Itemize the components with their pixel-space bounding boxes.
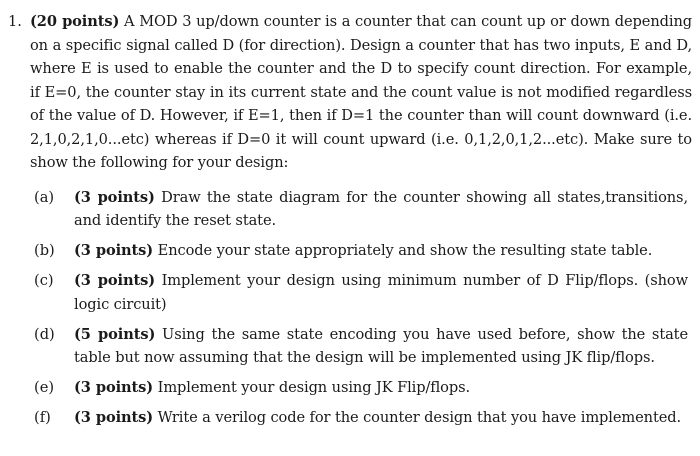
problem-block — [8, 10, 692, 436]
part-text — [74, 186, 692, 233]
part-points: (3 points) — [74, 272, 156, 289]
part-points: (3 points) — [74, 242, 154, 259]
part-label: (c) — [34, 272, 54, 289]
part-body: Implement your design using minimum number of D Flip/flops. (show logic circuit) — [74, 272, 688, 313]
part-text — [74, 406, 692, 430]
problem-number: 1. — [8, 13, 22, 30]
part-label: (a) — [34, 188, 55, 206]
part-d — [8, 323, 692, 370]
part-text — [74, 323, 692, 370]
part-label: (f) — [34, 409, 51, 426]
part-c — [8, 269, 692, 316]
part-points: (3 points) — [74, 188, 155, 206]
part-points: (5 points) — [74, 325, 156, 343]
part-e — [8, 376, 692, 400]
problem-body: A MOD 3 up/down counter is a counter that can count up or down depending on a specific signal called D (for direction). Design a counter that has two inputs, E and D, where E is used to enable the counter and the D to specify count direction. For example, if E=0, the counter stay in its current state and the count value is not modified regardless of the value of D. However, if E=1, then if D=1 the counter than will count downward (i.e. 2,1,0,2,1,0...etc) whereas if D=0 it will count upward (i.e. 0,1,2,0,1,2...etc). Make sure to show the following for your design: — [30, 13, 692, 171]
part-label: (d) — [34, 325, 55, 343]
problem-statement — [8, 10, 692, 175]
problem-points: (20 points) — [30, 13, 120, 30]
part-a — [8, 186, 692, 233]
part-b — [8, 239, 692, 263]
part-label: (b) — [34, 242, 55, 259]
part-points: (3 points) — [74, 409, 154, 426]
part-body: Encode your state appropriately and show the resulting state table. — [157, 242, 653, 259]
part-label: (e) — [34, 379, 55, 396]
problem-text — [30, 10, 692, 175]
part-body: Write a verilog code for the counter design that you have implemented. — [157, 409, 682, 426]
part-body: Draw the state diagram for the counter showing all states,transitions, and identify the reset state. — [74, 188, 688, 229]
part-f — [8, 406, 692, 430]
part-points: (3 points) — [74, 379, 154, 396]
part-body: Implement your design using JK Flip/flops. — [157, 379, 471, 396]
part-body: Using the same state encoding you have used before, show the state table but now assuming that the design will be implemented using JK flip/flops. — [74, 325, 688, 366]
part-text — [74, 239, 692, 263]
parts-list — [8, 186, 692, 430]
part-text — [74, 376, 692, 400]
part-text — [74, 269, 692, 316]
